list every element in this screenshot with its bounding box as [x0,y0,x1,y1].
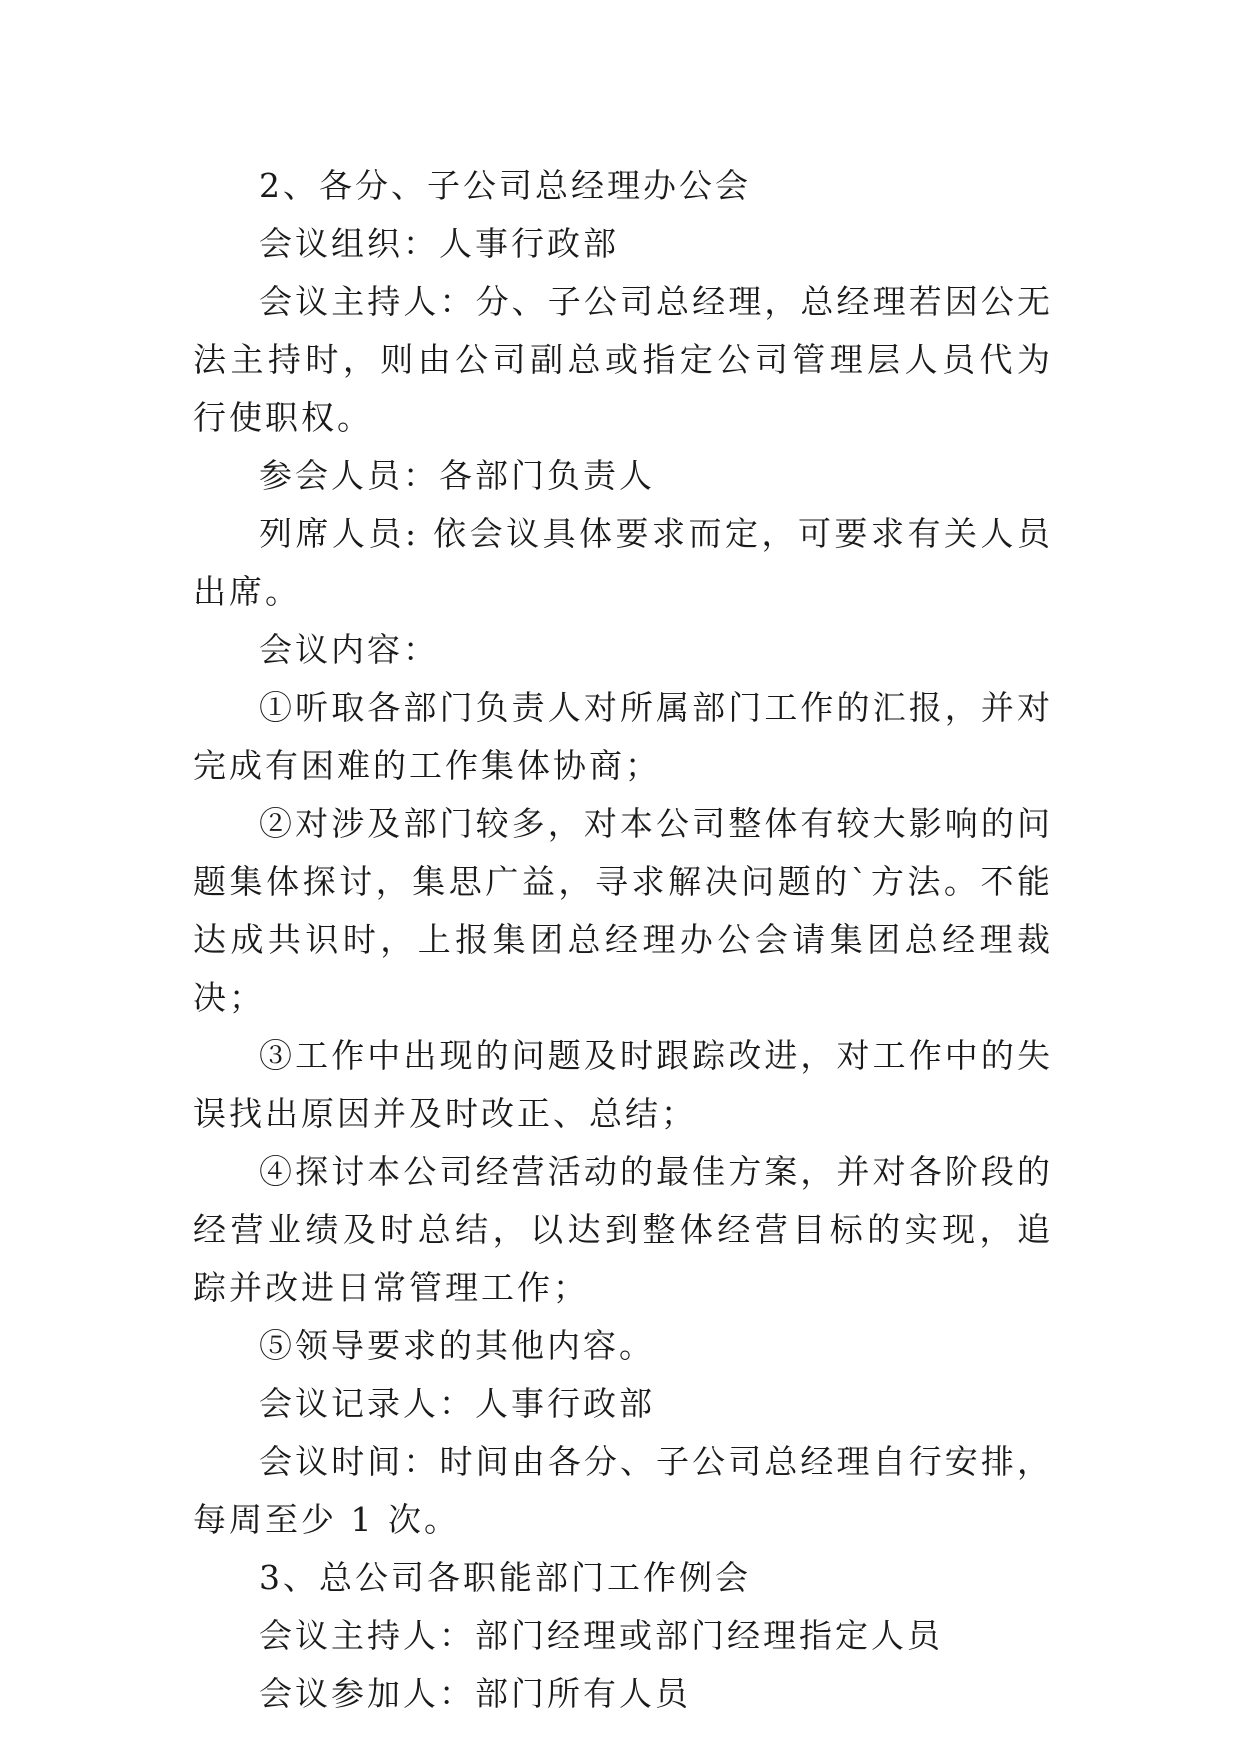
section-heading-3: 3、总公司各职能部门工作例会 [259,1558,751,1597]
meeting-observers: 列席人员: 依会议具体要求而定，可要求有关人员出席。 [193,514,1053,611]
meeting-content-label: 会议内容： [259,630,439,669]
meeting-organizer: 会议组织：人事行政部 [259,224,619,263]
content-item-2: ②对涉及部门较多，对本公司整体有较大影响的问题集体探讨，集思广益，寻求解决问题的`方法。不能达成共识时，上报集团总经理办公会请集团总经理裁决； [193,804,1053,1017]
content-item-3: ③工作中出现的问题及时跟踪改进，对工作中的失误找出原因并及时改正、总结； [193,1036,1053,1133]
dept-meeting-participants: 会议参加人：部门所有人员 [259,1674,691,1713]
content-item-1: ①听取各部门负责人对所属部门工作的汇报，并对完成有困难的工作集体协商； [193,688,1053,785]
meeting-recorder: 会议记录人：人事行政部 [259,1384,655,1423]
section-heading-2: 2、各分、子公司总经理办公会 [259,166,751,205]
meeting-attendees: 参会人员：各部门负责人 [259,456,655,495]
content-item-4: ④探讨本公司经营活动的最佳方案，并对各阶段的经营业绩及时总结，以达到整体经营目标的实现，追踪并改进日常管理工作； [193,1152,1053,1307]
content-item-5: ⑤领导要求的其他内容。 [259,1326,655,1365]
dept-meeting-host: 会议主持人：部门经理或部门经理指定人员 [259,1616,943,1655]
meeting-time: 会议时间：时间由各分、子公司总经理自行安排，每周至少 1 次。 [193,1442,1053,1539]
document-body [193,157,1053,1723]
meeting-host: 会议主持人：分、子公司总经理，总经理若因公无法主持时，则由公司副总或指定公司管理层人员代为行使职权。 [193,282,1053,437]
